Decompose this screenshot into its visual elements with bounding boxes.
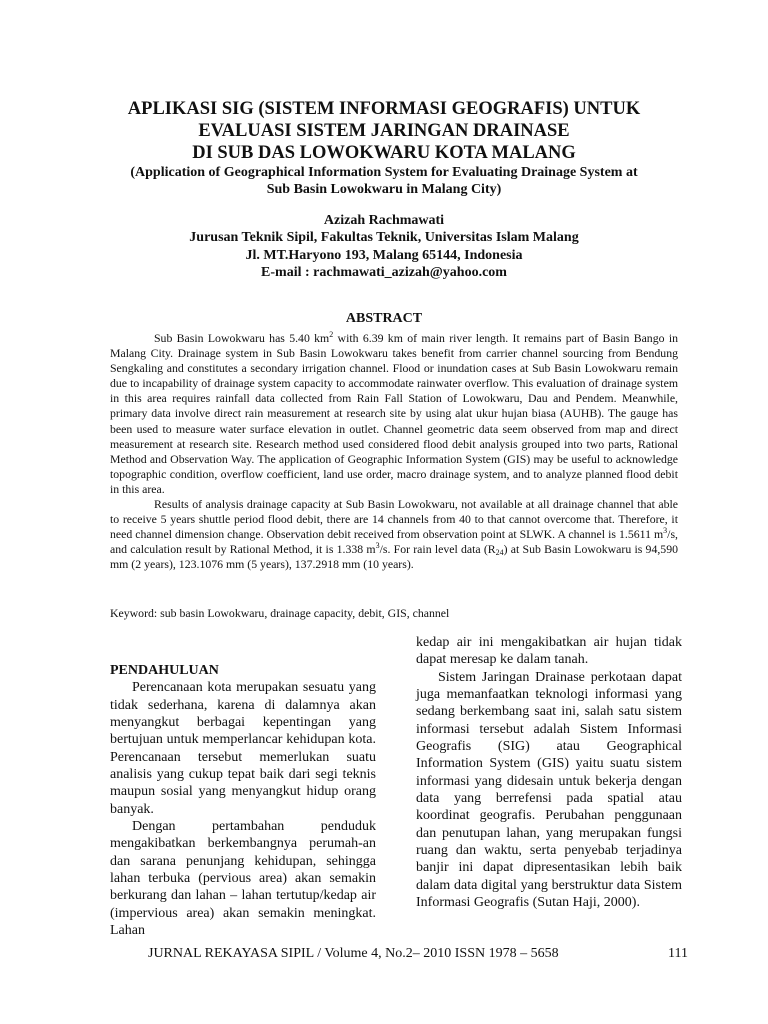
author-address: Jl. MT.Haryono 193, Malang 65144, Indonesia [245,247,523,263]
left-paragraph-1: Perencanaan kota merupakan sesuatu yang tidak sederhana, karena di dalamnya akan menyangkut berbagai kepentingan yang bertujuan untuk memperlancar kehidupan kota. Perencanaan tersebut memerlukan suatu analisis yang cukup tepat baik dari segi teknis maupun sosial yang menyangkut hidup orang banyak. [110,680,376,817]
abstract-p2-text-a: Results of analysis drainage capacity at Sub Basin Lowokwaru, not available at all drainage channel that able to receive 5 years shuttle period flood debit, there are 14 channels from 40 to that cannot overcome that. Therefore, it need channel dimension change. Observation debit received from observation point at SLWK. A channel is 1.5611 m [110,497,678,542]
abstract-p2-text-c: /s. For rain level data (R [379,542,496,557]
paper-title [60,98,708,164]
title-line-2: EVALUASI SISTEM JARINGAN DRAINASE [198,121,570,141]
abstract-p2-text-d: ) at Sub Basin Lowokwaru is 94,590 mm (2 years), 123.1076 mm (5 years), 137.2918 mm (10 years). [110,542,678,572]
abstract-p2-superscript-2: 3 [375,541,380,551]
english-title-line-1: (Application of Geographical Information System for Evaluating Drainage System at [130,165,638,180]
keywords: Keyword: sub basin Lowokwaru, drainage capacity, debit, GIS, channel [110,606,450,620]
abstract-paragraph-1 [110,331,678,497]
abstract-p1-superscript: 2 [329,330,334,339]
author-affiliation: Jurusan Teknik Sipil, Fakultas Teknik, Universitas Islam Malang [189,230,579,246]
right-paragraph-1: kedap air ini mengakibatkan air hujan tidak dapat meresap ke dalam tanah. [416,635,682,668]
abstract-p1-text-a: Sub Basin Lowokwaru has 5.40 km [154,331,330,345]
abstract-p1-text-b: with 6.39 km of main river length. It remains part of Basin Bango in Malang City. Drainage system in Sub Basin Lowokwaru takes benefit from carrier channel sourcing from Bendung Sengkaling and constitutes a secondary irrigation channel. Flood or inundation cases at Sub Basin Lowokwaru remain due to incapability of drainage system capacity to accommodate rainwater overflow. This evaluation of drainage system in this area requires rainfall data collected from Rain Fall Station of Lowokwaru, Dau and Pendem. Meanwhile, primary data involve direct rain measurement at research site by using alat ukur hujan biasa (AUHB). The gauge has been used to measure water surface elevation in outlet. Channel geometric data seem observed from map and direct measurement at research site. Research method used considered flood debit analysis grouped into two parts, Rational Method and Observation Way. The application of Geographic Information System (GIS) may be useful to acknowledge topographic condition, overflow coefficient, land use order, macro drainage system, and to analyze planned flood debit in this area. [110,331,678,496]
right-paragraph-2: Sistem Jaringan Drainase perkotaan dapat juga memanfaatkan teknologi informasi yang sedang berkembang saat ini, salah satu sistem informasi tersebut adalah Sistem Informasi Geografis (SIG) atau Geographical Information System (GIS) yaitu suatu sistem informasi yang didesain untuk bekerja dengan data yang berrefensi pada spatial atau koordinat geografis. Perubahan penggunaan dan penutupan lahan, yang merupakan fungsi ruang dan waktu, serta penyebab terjadinya banjir ini dapat dipresentasikan lebih baik dalam data digital yang berstruktur data Sistem Informasi Geografis (Sutan Haji, 2000). [416,669,682,911]
english-title-line-2: Sub Basin Lowokwaru in Malang City) [266,182,502,197]
author-block [60,212,708,281]
page-number: 111 [668,946,688,961]
left-paragraph-2: Dengan pertambahan penduduk mengakibatkan berkembangnya perumah-an dan sarana penunjang kehidupan, sehingga lahan terbuka (pervious area) akan semakin berkurang dan lahan – lahan tertutup/kedap air (impervious area) akan semakin meningkat. Lahan [110,819,376,939]
journal-info: JURNAL REKAYASA SIPIL / Volume 4, No.2– 2010 ISSN 1978 – 5658 [148,946,559,961]
abstract-body [110,331,678,573]
title-line-3: DI SUB DAS LOWOKWARU KOTA MALANG [192,143,576,163]
abstract-heading: ABSTRACT [345,311,423,326]
abstract-p2-subscript: 24 [495,548,504,558]
section-heading-pendahuluan: PENDAHULUAN [110,663,219,678]
left-column [110,662,376,940]
author-email: E-mail : rachmawati_azizah@yahoo.com [261,264,507,280]
page-footer [148,946,688,962]
english-title [60,164,708,198]
author-name: Azizah Rachmawati [323,213,445,228]
title-line-1: APLIKASI SIG (SISTEM INFORMASI GEOGRAFIS) UNTUK [127,99,641,119]
abstract-paragraph-2 [110,497,678,572]
right-column [416,634,682,912]
abstract-p2-superscript-1: 3 [663,526,668,536]
abstract-p2-text-b: /s, and calculation result by Rational Method, it is 1.338 m [110,527,678,557]
